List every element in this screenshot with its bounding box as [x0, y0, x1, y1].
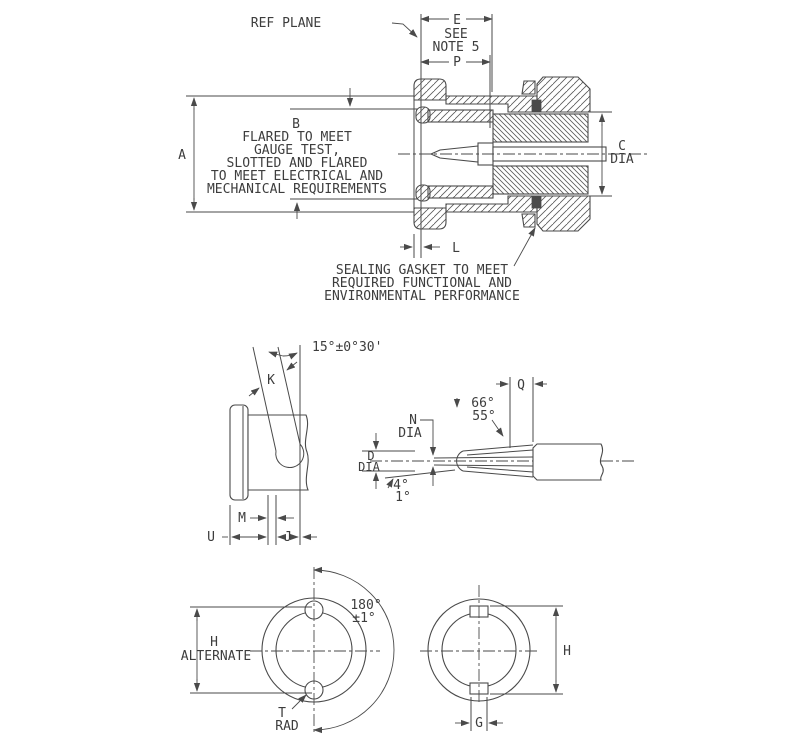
dim-m-label: M [238, 511, 246, 526]
flared-note-line2: GAUGE TEST, [253, 143, 341, 158]
see-label: SEE [444, 27, 468, 42]
dim-c-dia-label: DIA [610, 152, 634, 167]
angle-arrow-left [269, 352, 283, 356]
contact-body-cylinder [533, 444, 603, 480]
tol-1-label: ±1° [352, 611, 376, 626]
flared-sleeve-top-section [428, 110, 493, 122]
dim-h-label: H [563, 644, 571, 659]
dim-p-label: P [453, 55, 461, 70]
dim-d-dia-label: DIA [358, 460, 380, 474]
angle-arrow-right [283, 353, 297, 356]
dim-g-label: G [475, 716, 483, 731]
slot-gap-upper-line [434, 457, 533, 458]
sealing-gasket-bottom [532, 196, 541, 208]
flare-bead-top [416, 107, 430, 123]
gasket-note-line2: REQUIRED FUNCTIONAL AND [331, 276, 513, 291]
keyway-view [420, 585, 571, 731]
dim-t-label: T [278, 706, 286, 721]
angle-55-leader [492, 420, 503, 436]
flared-note [207, 130, 387, 197]
section-view-main [178, 13, 650, 304]
flare-bead-bottom [416, 185, 430, 201]
dielectric-bottom-section [493, 166, 588, 194]
dim-d-label: D [367, 449, 375, 463]
n-dim-arrow-top [420, 420, 433, 455]
dim-n-dia-label: DIA [398, 426, 422, 441]
slot-view-body [248, 415, 308, 490]
dielectric-top-section [493, 114, 588, 142]
rad-label: RAD [275, 719, 299, 734]
dim-n-label: N [409, 413, 417, 428]
flared-note-line5: MECHANICAL REQUIREMENTS [206, 182, 388, 197]
angle-180-label: 180° [350, 598, 382, 613]
flange-bottom-section [414, 208, 446, 229]
gasket-note-line1: SEALING GASKET TO MEET [335, 263, 509, 278]
angle-55-label: 55° [472, 409, 496, 424]
dim-c-label: C [618, 139, 626, 154]
coupling-body-bottom-section [537, 196, 590, 231]
angle-4-label: 4° [393, 478, 409, 493]
slot-view-flange [230, 405, 248, 500]
flared-note-line3: SLOTTED AND FLARED [226, 156, 368, 171]
angle-66-label: 66° [471, 396, 495, 411]
nut-tab-top-section [522, 81, 535, 94]
keyway-alternate-view [181, 567, 394, 735]
ref-plane-label: REF PLANE [250, 16, 322, 31]
gasket-note-line3: ENVIRONMENTAL PERFORMANCE [324, 289, 520, 304]
slot-gap-lower-line [434, 465, 533, 466]
dim-j-label: J [284, 530, 292, 545]
flange-top-section [414, 79, 446, 100]
dim-e-label: E [453, 13, 461, 28]
nut-tab-bottom-section [522, 214, 535, 227]
dim-k-label: K [267, 373, 275, 388]
ref-plane-leader [392, 23, 417, 37]
alternate-label: ALTERNATE [180, 649, 252, 664]
dim-q-label: Q [517, 378, 525, 393]
finger-lower-outer [463, 471, 533, 477]
flared-note-line4: TO MEET ELECTRICAL AND [210, 169, 384, 184]
gasket-note [324, 263, 520, 304]
k-dim-arrow-right [287, 362, 297, 370]
finger-upper-inner [467, 450, 533, 455]
flared-note-line1: FLARED TO MEET [242, 130, 352, 145]
angle-1-label: 1° [395, 490, 411, 505]
dim-h-alt-label: H [210, 635, 218, 650]
finger-upper-outer [463, 445, 533, 451]
slot-detail-view [207, 340, 382, 545]
contact-detail-view [358, 377, 636, 505]
coupling-body-top-section [537, 77, 590, 112]
gasket-leader [514, 228, 535, 266]
dim-l-label: L [452, 241, 460, 256]
flared-sleeve-bottom-section [428, 186, 493, 198]
note5-label: NOTE 5 [432, 40, 480, 55]
sealing-gasket-top [532, 100, 541, 112]
angle-15-label: 15°±0°30' [312, 340, 383, 355]
finger-lower-inner [467, 467, 533, 472]
dim-b-label: B [292, 117, 300, 132]
dim-a-label: A [178, 148, 186, 163]
dim-u-label: U [207, 530, 215, 545]
k-dim-arrow-left [249, 388, 259, 396]
